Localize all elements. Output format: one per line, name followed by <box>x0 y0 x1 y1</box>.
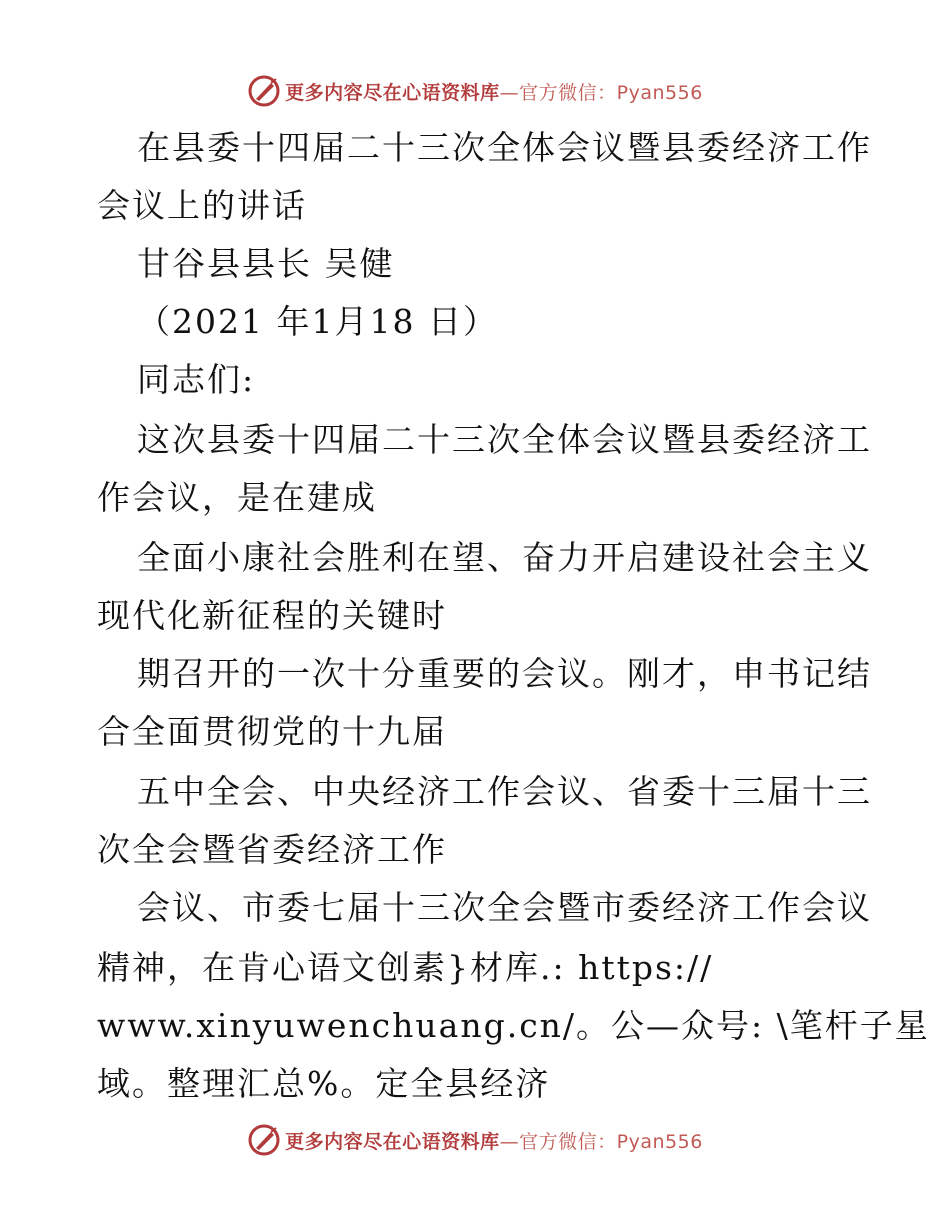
paragraph-line: 作会议，是在建成 <box>97 478 377 517</box>
paragraph-line: 全面小康社会胜利在望、奋力开启建设社会主义 <box>137 538 872 577</box>
quill-seal-icon <box>247 74 281 108</box>
quill-seal-icon <box>247 1123 281 1157</box>
paragraph-line: 域。整理汇总%。定全县经济 <box>97 1064 551 1103</box>
paragraph-line: 次全会暨省委经济工作 <box>97 830 447 869</box>
watermark-wechat-text: —官方微信：Pyan556 <box>499 81 703 104</box>
watermark-text <box>285 78 703 105</box>
footer-watermark-banner <box>0 1120 950 1160</box>
header-watermark-banner <box>0 71 950 111</box>
doc-salutation: 同志们: <box>137 360 256 399</box>
paragraph-line: 会议、市委七届十三次全会暨市委经济工作会议 <box>137 888 872 927</box>
paragraph-line: 精神，在肯心语文创素}材库.: https:// <box>97 948 714 987</box>
paragraph-line: 合全面贯彻党的十九届 <box>97 712 447 751</box>
watermark-main-text: 更多内容尽在心语资料库 <box>285 1130 500 1153</box>
watermark-wechat-text: —官方微信：Pyan556 <box>499 1130 703 1153</box>
paragraph-line: 期召开的一次十分重要的会议。刚才，申书记结 <box>137 654 872 693</box>
paragraph-line: 五中全会、中央经济工作会议、省委十三届十三 <box>137 772 872 811</box>
paragraph-line: 现代化新征程的关键时 <box>97 596 447 635</box>
doc-title-line-2: 会议上的讲话 <box>97 186 307 225</box>
paragraph-line: 这次县委十四届二十三次全体会议暨县委经济工 <box>137 420 872 459</box>
doc-author: 甘谷县县长 吴健 <box>137 244 395 283</box>
doc-date: （2021 年1月18 日） <box>137 302 498 341</box>
watermark-text <box>285 1127 703 1154</box>
paragraph-line: www.xinyuwenchuang.cn/。公—众号: \笔杆子星 <box>97 1006 930 1045</box>
doc-title-line-1: 在县委十四届二十三次全体会议暨县委经济工作 <box>137 128 872 167</box>
watermark-main-text: 更多内容尽在心语资料库 <box>285 81 500 104</box>
